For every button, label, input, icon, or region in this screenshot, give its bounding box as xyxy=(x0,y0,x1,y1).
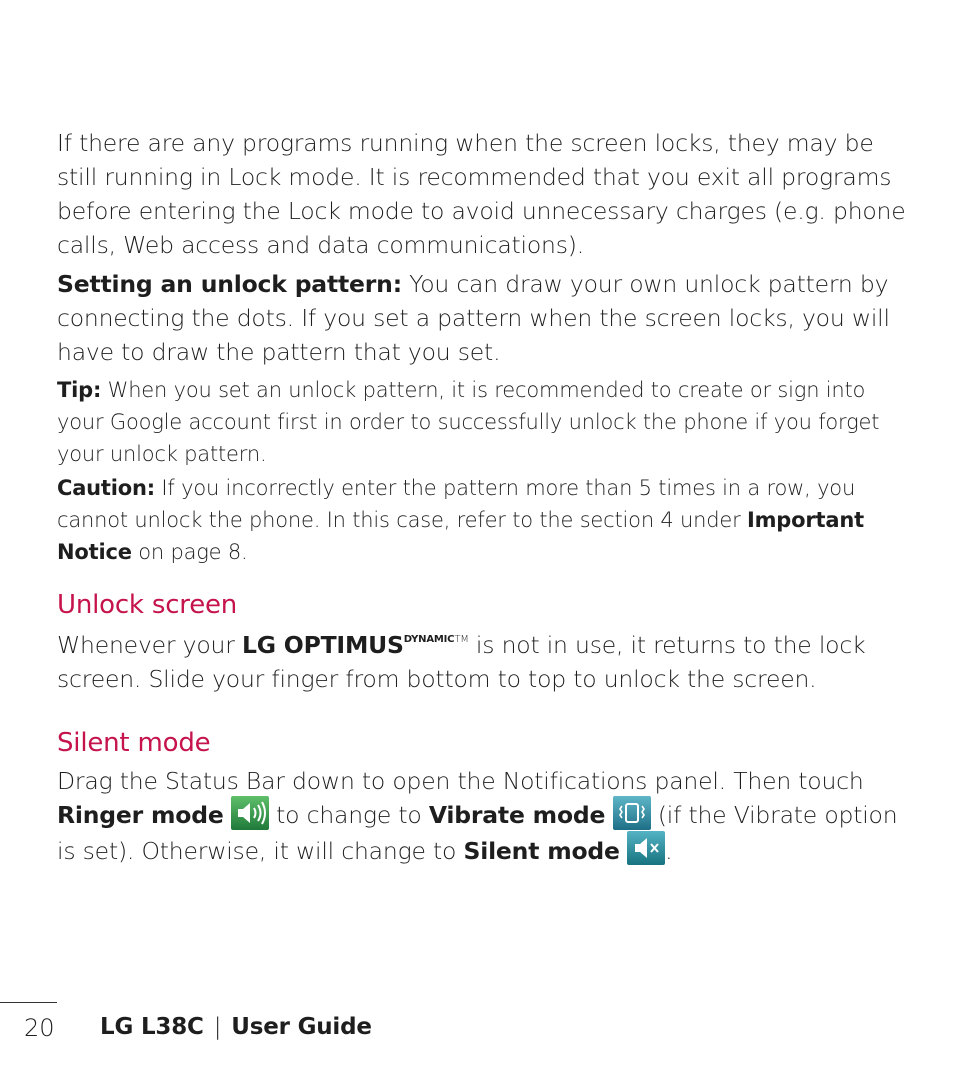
page-content xyxy=(57,126,907,869)
caution-label: Caution: xyxy=(57,476,155,500)
silent-mode-text-4: . xyxy=(665,836,673,865)
caution-paragraph xyxy=(57,472,907,568)
tip-text: When you set an unlock pattern, it is recommended to create or sign into your Google account first in order to successfully unlock the phone if you forget your unlock pattern. xyxy=(57,378,880,466)
intro-paragraph: If there are any programs running when the screen locks, they may be still running in Lock mode. It is recommended that you exit all programs before entering the Lock mode to avoid unnecessary charges (e.g. phone calls, Web access and data communications). xyxy=(57,129,906,259)
footer-product: LG L38C xyxy=(100,1014,204,1040)
important-notice-reference: Important Notice xyxy=(57,508,864,564)
caution-text: If you incorrectly enter the pattern more than 5 times in a row, you cannot unlock the phone. In this case, refer to the section 4 under xyxy=(57,476,856,532)
footer-rule xyxy=(0,1002,57,1003)
caution-page-ref: on page 8. xyxy=(131,540,248,564)
vibrate-icon xyxy=(613,796,651,830)
product-superscript: DYNAMICTM xyxy=(403,634,469,645)
ringer-mode-label: Ringer mode xyxy=(57,801,224,829)
speaker-muted-icon xyxy=(627,831,665,865)
silent-mode-text-3: (if the Vibrate option is set). Otherwise, it will change to xyxy=(57,801,898,865)
trademark-mark: TM xyxy=(454,634,469,645)
footer-separator: | xyxy=(213,1014,222,1040)
unlock-pattern-paragraph xyxy=(57,267,907,369)
unlock-pattern-text: You can draw your own unlock pattern by connecting the dots. If you set a pattern when the screen locks, you will have to draw the pattern that you set. xyxy=(57,270,890,366)
unlock-screen-text-lead: Whenever your xyxy=(57,631,242,659)
silent-mode-paragraph xyxy=(57,764,907,869)
page-number: 20 xyxy=(24,1014,55,1042)
tip-paragraph xyxy=(57,374,907,470)
silent-mode-heading: Silent mode xyxy=(57,728,211,758)
footer-doc-title: User Guide xyxy=(231,1014,372,1040)
silent-mode-text-1: Drag the Status Bar down to open the Notifications panel. Then touch xyxy=(57,767,864,795)
speaker-sound-icon xyxy=(231,796,269,830)
product-name: LG OPTIMUS xyxy=(241,631,404,659)
unlock-pattern-label: Setting an unlock pattern: xyxy=(57,270,402,298)
silent-mode-text-2: to change to xyxy=(268,801,429,829)
silent-mode-label: Silent mode xyxy=(463,836,620,865)
unlock-screen-text: is not in use, it returns to the lock screen. Slide your finger from bottom to top to unlock the screen. xyxy=(57,631,866,693)
tip-label: Tip: xyxy=(57,378,102,402)
vibrate-mode-label: Vibrate mode xyxy=(428,801,606,829)
unlock-screen-paragraph xyxy=(57,628,907,696)
unlock-screen-heading: Unlock screen xyxy=(57,590,238,620)
footer-title xyxy=(100,1014,372,1040)
